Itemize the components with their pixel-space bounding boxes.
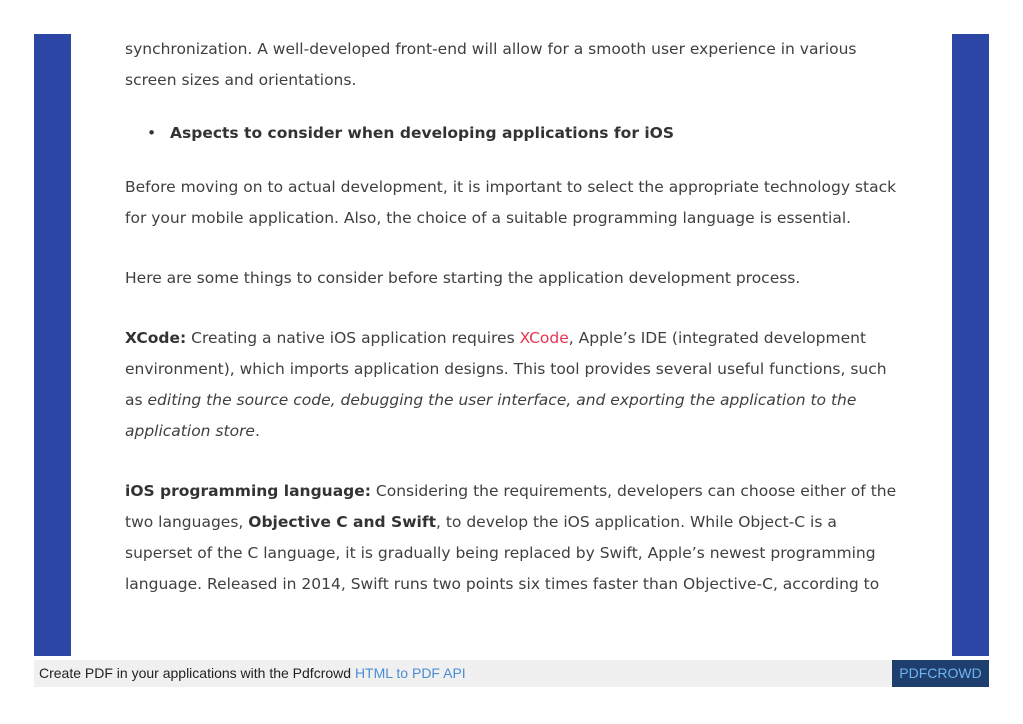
xcode-lead: XCode: — [125, 329, 187, 347]
xcode-emphasis: editing the source code, debugging the user interface, and exporting the application to the application store — [125, 391, 857, 440]
xcode-text-1: Creating a native iOS application requires — [186, 329, 520, 347]
xcode-text-2: , Apple’s IDE (integrated development environment), which imports application designs. This tool provides several useful functions, such as — [125, 329, 887, 409]
language-text-1: Considering the requirements, developers can choose either of the two languages, — [125, 482, 897, 531]
right-side-bar — [952, 34, 989, 656]
pdfcrowd-brand-link[interactable]: PDFCROWD — [892, 660, 989, 687]
paragraph-language — [125, 476, 905, 600]
language-lead: iOS programming language: — [125, 482, 371, 500]
footer-text — [39, 665, 466, 681]
bullet-text: Aspects to consider when developing applications for iOS — [170, 124, 675, 142]
footer-message: Create PDF in your applications with the Pdfcrowd — [39, 665, 355, 681]
article-content — [125, 34, 905, 629]
paragraph-stack: Before moving on to actual development, it is important to select the appropriate technology stack for your mobile application. Also, the choice of a suitable programming language is essential. — [125, 178, 897, 227]
paragraph-things: Here are some things to consider before starting the application development process. — [125, 269, 801, 287]
paragraph-xcode — [125, 323, 905, 447]
pdfcrowd-footer — [34, 660, 989, 687]
footer-api-link[interactable]: HTML to PDF API — [354, 665, 466, 681]
bullet-item — [125, 118, 905, 149]
xcode-text-3: . — [254, 422, 260, 440]
language-text-2: , to develop the iOS application. While Object-C is a superset of the C language, it is gradually being replaced by Swift, Apple’s newest programming language. Released in 2014, Swift runs two points six times faster than Objective-C, according to — [125, 513, 880, 593]
left-side-bar — [34, 34, 71, 656]
language-bold: Objective C and Swift — [248, 513, 436, 531]
bullet-list — [125, 118, 905, 149]
paragraph-intro: synchronization. A well-developed front-end will allow for a smooth user experience in various screen sizes and orientations. — [125, 40, 857, 89]
bullet-icon: • — [147, 124, 157, 142]
xcode-link[interactable]: XCode — [519, 329, 569, 347]
